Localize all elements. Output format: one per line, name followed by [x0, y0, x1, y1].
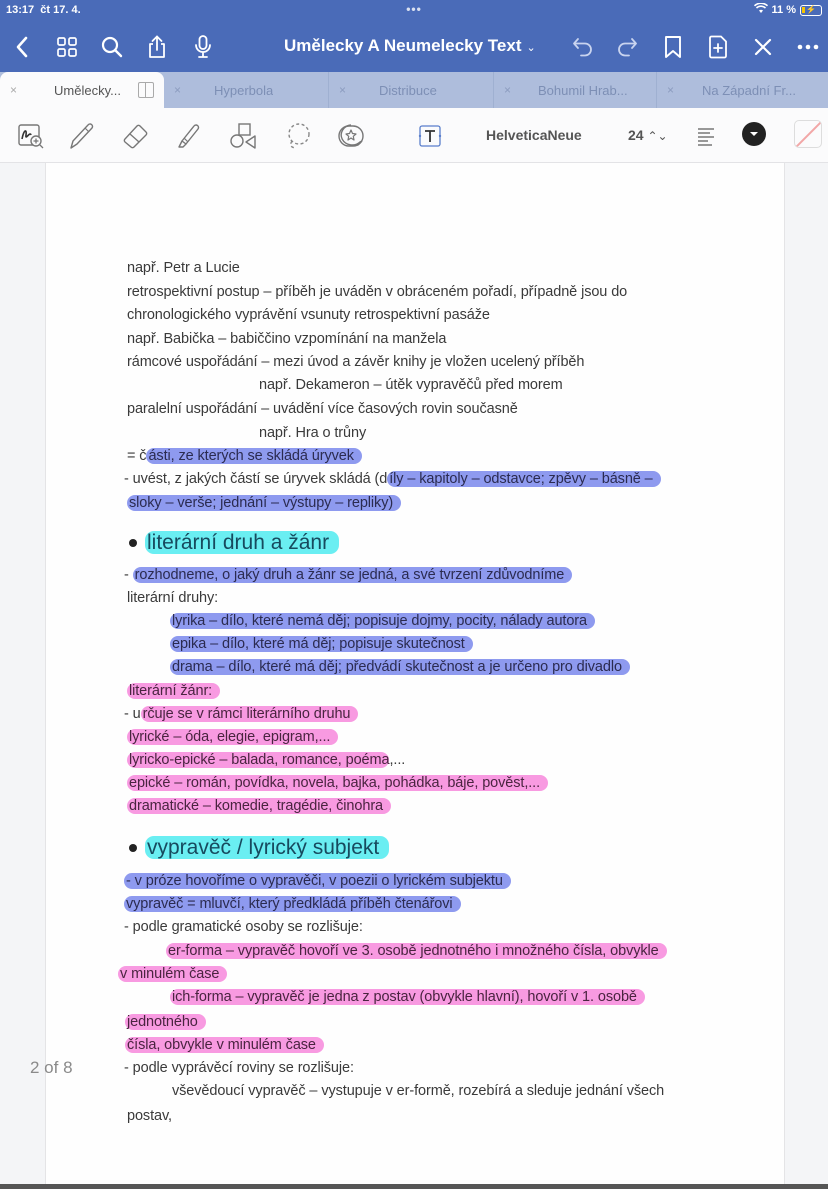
tab-label: Na Západní Fr...: [702, 82, 796, 98]
tab-label: Umělecky...: [54, 82, 121, 98]
split-view-icon[interactable]: [138, 82, 154, 98]
search-icon[interactable]: [100, 28, 124, 66]
text-span: = č: [127, 448, 147, 464]
wifi-icon: [754, 3, 768, 17]
text-line: - podle gramatické osoby se rozlišuje:: [124, 919, 363, 935]
pink-highlight: epické – román, povídka, novela, bajka, pohádka, báje, pověst,...: [127, 775, 548, 791]
text-line: např. Dekameron – útěk vypravěčů před morem: [259, 377, 563, 393]
text-line: [124, 567, 572, 583]
text-line: [127, 729, 338, 745]
zoom-handwriting-icon[interactable]: [15, 120, 47, 152]
text-line: [124, 896, 461, 912]
microphone-icon[interactable]: [191, 28, 215, 66]
battery-percent: 11 %: [771, 4, 796, 16]
status-time-date: [6, 4, 81, 16]
pink-highlight: ich-forma – vypravěč je jedna z postav (obvykle hlavní), hovoří v 1. osobě: [170, 989, 645, 1005]
section-heading: [129, 836, 389, 860]
blue-highlight: lyrika – dílo, které nemá děj; popisuje dojmy, pocity, nálady autora: [170, 613, 595, 629]
eraser-icon[interactable]: [120, 120, 152, 152]
text-line: retrospektivní postup – příběh je uváděn v obráceném pořadí, případně jsou do: [127, 284, 628, 300]
tab-close-icon[interactable]: ×: [339, 83, 347, 97]
more-icon[interactable]: [794, 28, 822, 66]
pink-highlight: er-forma – vypravěč hovoří ve 3. osobě jednotného i množného čísla, obvykle: [166, 943, 667, 959]
chevron-down-icon: ⌄: [526, 42, 536, 54]
back-icon[interactable]: [10, 28, 34, 66]
pink-highlight: lyrické – óda, elegie, epigram,...: [127, 729, 338, 745]
text-line: [170, 613, 595, 629]
tab-close-icon[interactable]: ×: [10, 83, 18, 97]
blue-highlight: sloky – verše; jednání – výstupy – repliky): [127, 495, 401, 511]
text-line: [125, 1037, 324, 1053]
bookmark-icon[interactable]: [660, 28, 686, 66]
tab-distribuce[interactable]: [329, 72, 494, 108]
highlighter-icon[interactable]: [173, 120, 205, 152]
tab-close-icon[interactable]: ×: [174, 83, 182, 97]
text-tool-icon[interactable]: [414, 120, 446, 152]
tab-label: Hyperbola: [214, 82, 274, 98]
redo-icon[interactable]: [614, 28, 640, 66]
cyan-highlight: vypravěč / lyrický subjekt: [145, 836, 389, 859]
tab-bohumil-hrabal[interactable]: [494, 72, 657, 108]
text-span: - uvést, z jakých částí se úryvek skládá (d: [124, 471, 388, 487]
pink-highlight: v minulém čase: [118, 966, 227, 982]
text-line: [127, 495, 401, 511]
text-line: např. Babička – babiččino vzpomínání na manžela: [127, 331, 447, 347]
document-title-text: Umělecky A Neumelecky Text: [284, 36, 522, 55]
text-span: - u: [124, 706, 141, 722]
sticker-icon[interactable]: [335, 120, 367, 152]
blue-highlight: drama – dílo, které má děj; předvádí skutečnost a je určeno pro divadlo: [170, 659, 630, 675]
pen-icon[interactable]: [65, 120, 97, 152]
text-align-left-icon[interactable]: [690, 120, 722, 152]
text-line: rámcové uspořádání – mezi úvod a závěr knihy je vložen ucelený příběh: [127, 354, 585, 370]
stepper-chevrons-icon: ⌃⌄: [647, 129, 668, 143]
text-line: chronologického vyprávění vsunuty retrospektivní pasáže: [127, 307, 490, 323]
status-right: [754, 3, 822, 17]
bullet-icon: [129, 539, 137, 547]
share-icon[interactable]: [145, 28, 169, 66]
pink-highlight: rčuje se v rámci literárního druhu: [141, 706, 359, 722]
blue-highlight: rozhodneme, o jaký druh a žánr se jedná, a své tvrzení zdůvodníme: [133, 567, 573, 583]
font-size-stepper[interactable]: [628, 127, 668, 143]
text-line: [166, 943, 667, 959]
status-bar: [6, 2, 822, 18]
bullet-icon: [129, 844, 137, 852]
text-span: ,...: [389, 752, 406, 768]
text-line: [127, 752, 405, 768]
text-line: vševědoucí vypravěč – vystupuje v er-formě, rozebírá a sleduje jednání všech: [172, 1083, 665, 1099]
nav-row: [0, 28, 828, 66]
blue-highlight: ásti, ze kterých se skládá úryvek: [146, 448, 361, 464]
battery-charging-icon: ⚡: [800, 5, 822, 16]
text-line: [125, 1014, 206, 1030]
grid-icon[interactable]: [55, 28, 79, 66]
fill-color-none-picker[interactable]: [794, 120, 822, 148]
text-line: např. Hra o trůny: [259, 425, 367, 441]
text-line: [170, 659, 630, 675]
tab-hyperbola[interactable]: [164, 72, 329, 108]
cyan-highlight: literární druh a žánr: [145, 531, 339, 554]
text-line: [170, 636, 473, 652]
text-line: [127, 683, 220, 699]
add-page-icon[interactable]: [705, 28, 731, 66]
text-line: [118, 966, 227, 982]
tab-close-icon[interactable]: ×: [667, 83, 675, 97]
blue-highlight: - v próze hovoříme o vypravěči, v poezii o lyrickém subjektu: [124, 873, 511, 889]
lasso-icon[interactable]: [282, 120, 314, 152]
tab-bar: [0, 72, 828, 108]
shapes-icon[interactable]: [227, 120, 259, 152]
font-size-value: 24: [628, 127, 644, 143]
page-indicator: 2 of 8: [30, 1058, 73, 1077]
pink-highlight: čísla, obvykle v minulém čase: [125, 1037, 324, 1053]
text-line: [170, 989, 645, 1005]
bottom-edge: [0, 1184, 828, 1189]
text-line: paralelní uspořádání – uvádění více časových rovin současně: [127, 401, 518, 417]
pink-highlight: jednotného: [125, 1014, 206, 1030]
status-date: čt 17. 4.: [40, 4, 81, 16]
image-icon[interactable]: [384, 120, 398, 152]
text-line: [127, 798, 391, 814]
pink-highlight: dramatické – komedie, tragédie, činohra: [127, 798, 391, 814]
tab-close-icon[interactable]: ×: [504, 83, 512, 97]
tab-na-zapadni-fronte[interactable]: [657, 72, 828, 108]
document-title[interactable]: [284, 36, 536, 56]
close-icon[interactable]: [750, 28, 776, 66]
text-span: -: [124, 567, 133, 583]
undo-icon[interactable]: [570, 28, 596, 66]
pink-highlight: lyricko-epické – balada, romance, poéma: [129, 752, 390, 768]
tab-umelecky[interactable]: [0, 72, 164, 108]
text-line: [124, 873, 511, 889]
text-color-picker[interactable]: [742, 122, 766, 146]
pink-highlight: literární žánr:: [127, 683, 220, 699]
text-line: - podle vyprávěcí roviny se rozlišuje:: [124, 1060, 354, 1076]
text-line: [124, 471, 661, 487]
text-line: [127, 448, 362, 464]
text-line: [127, 775, 548, 791]
app-header: [0, 0, 828, 72]
multitasking-dots-icon[interactable]: •••: [406, 2, 422, 16]
section-heading: [129, 531, 339, 555]
blue-highlight: íly – kapitoly – odstavce; zpěvy – básně –: [387, 471, 660, 487]
tab-label: Distribuce: [379, 82, 437, 98]
blue-highlight: epika – dílo, které má děj; popisuje skutečnost: [170, 636, 473, 652]
blue-highlight: vypravěč = mluvčí, který předkládá příběh čtenářovi: [124, 896, 461, 912]
text-line: literární druhy:: [127, 590, 219, 606]
text-line: např. Petr a Lucie: [127, 260, 240, 276]
font-family-selector[interactable]: HelveticaNeue: [486, 127, 582, 143]
text-line: [124, 706, 358, 722]
tab-label: Bohumil Hrab...: [538, 82, 628, 98]
text-line: postav,: [127, 1108, 172, 1124]
status-time: 13:17: [6, 4, 35, 16]
drawing-toolbar: [0, 108, 828, 163]
